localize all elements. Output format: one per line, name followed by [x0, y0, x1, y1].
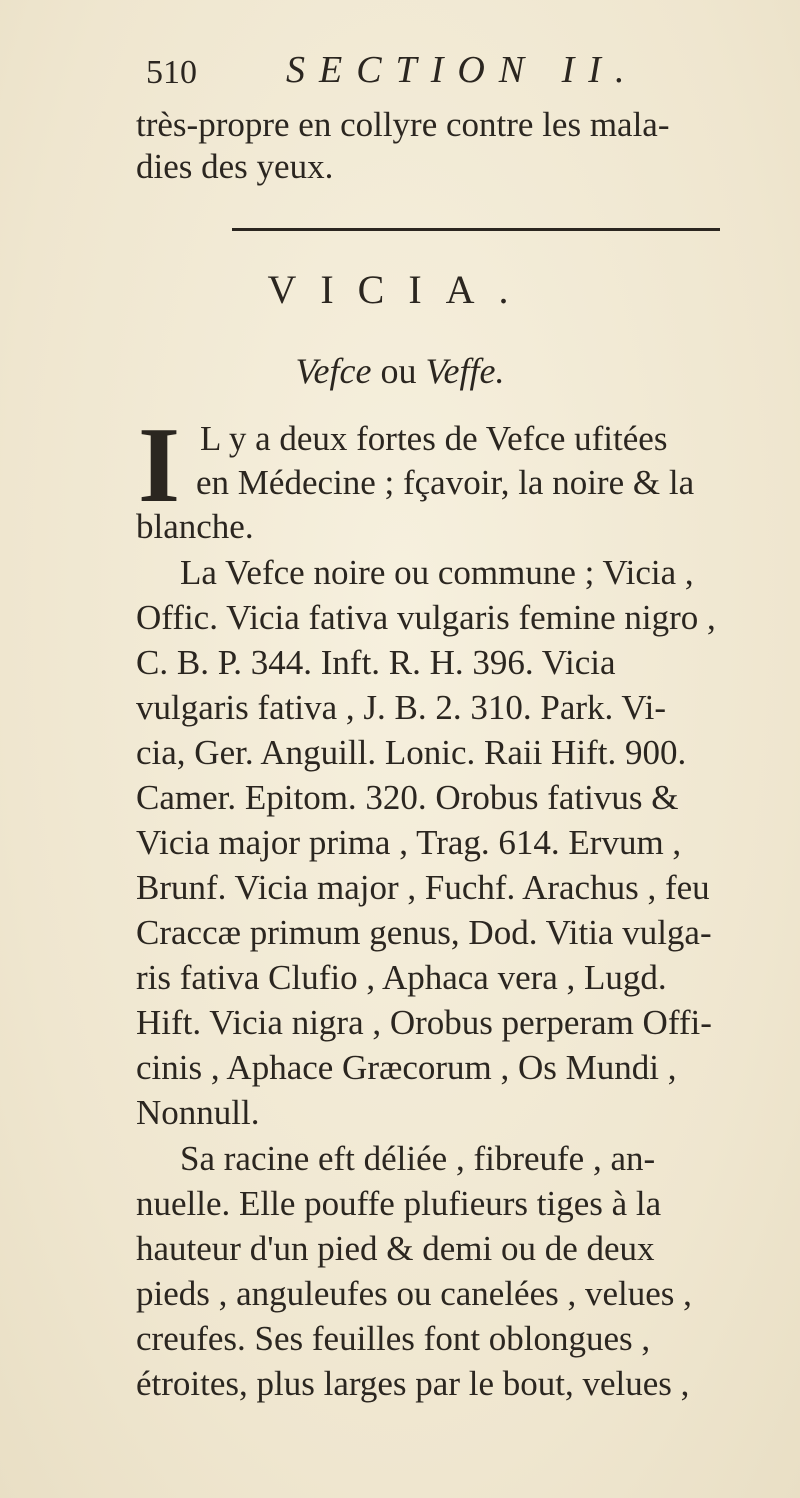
subtitle-name-a: Vefce: [295, 351, 372, 391]
entry-title: VICIA.: [267, 267, 533, 312]
text-line: Vicia major prima , Trag. 614. Ervum ,: [136, 823, 682, 862]
text-line: creufes. Ses feuilles font oblongues ,: [136, 1319, 651, 1358]
subtitle-name-b: Veffe.: [425, 351, 505, 391]
text-line: nuelle. Elle pouffe plufieurs tiges à la: [136, 1184, 662, 1223]
section-divider: [232, 228, 720, 231]
text-line: ris fativa Clufio , Aphaca vera , Lugd.: [136, 958, 667, 997]
subtitle-conjunction: ou: [380, 351, 417, 391]
text-line: pieds , anguleufes ou canelées , velues ,: [136, 1274, 692, 1313]
text-line: dies des yeux.: [136, 147, 334, 186]
text-line: cia, Ger. Anguill. Lonic. Raii Hift. 900.: [136, 733, 687, 772]
page-number: 510: [146, 54, 197, 91]
text-line: Craccæ primum genus, Dod. Vitia vulga-: [136, 913, 712, 952]
text-line: cinis , Aphace Græcorum , Os Mundi ,: [136, 1048, 677, 1087]
text-line: La Vefce noire ou commune ; Vicia ,: [180, 553, 694, 592]
text-line: vulgaris fativa , J. B. 2. 310. Park. Vi-: [136, 688, 666, 727]
text-line: C. B. P. 344. Inft. R. H. 396. Vicia: [136, 643, 616, 682]
drop-cap: I: [138, 406, 181, 525]
running-head: SECTION II.: [286, 49, 639, 91]
entry-subtitle: [0, 350, 800, 392]
text-line: Camer. Epitom. 320. Orobus fativus &: [136, 778, 679, 817]
text-line: hauteur d'un pied & demi ou de deux: [136, 1229, 655, 1268]
text-line: Offic. Vicia fativa vulgaris femine nigro ,: [136, 598, 716, 637]
text-line: Sa racine eft déliée , fibreufe , an-: [180, 1139, 656, 1178]
text-line: Nonnull.: [136, 1093, 260, 1132]
text-line: L y a deux fortes de Vefce ufitées: [200, 419, 668, 458]
text-line: Hift. Vicia nigra , Orobus perperam Offi-: [136, 1003, 712, 1042]
text-line: Brunf. Vicia major , Fuchf. Arachus , feu: [136, 868, 710, 907]
text-line: blanche.: [136, 507, 254, 546]
text-line: en Médecine ; fçavoir, la noire & la: [196, 463, 695, 502]
page-header: [146, 48, 746, 98]
text-line: très-propre en collyre contre les mala-: [136, 105, 670, 144]
text-line: étroites, plus larges par le bout, velues ,: [136, 1364, 690, 1403]
